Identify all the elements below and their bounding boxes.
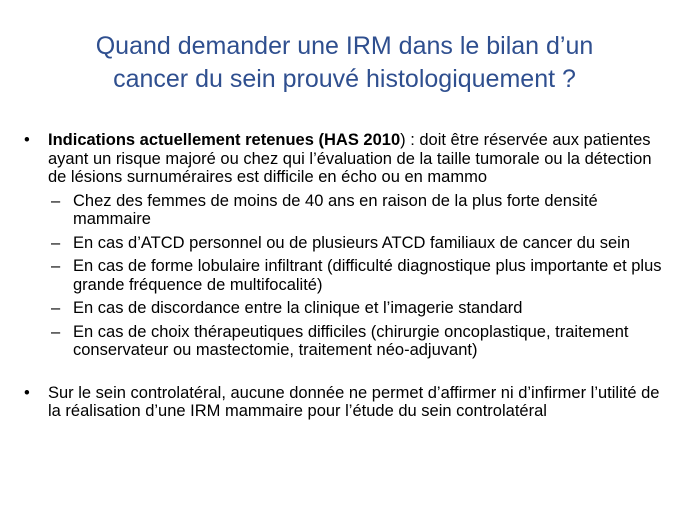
spacer <box>24 360 669 384</box>
bullet-text: Sur le sein controlatéral, aucune donnée ne permet d’affirmer ni d’infirmer l’utilité de la réalisation d’une IRM mammaire pour l’étude du sein controlatéral <box>48 383 660 420</box>
subitem-text: Chez des femmes de moins de 40 ans en raison de la plus forte densité mammaire <box>73 191 598 228</box>
bullet-marker: • <box>24 131 30 149</box>
bullet-item-indications <box>24 131 669 187</box>
slide-body <box>24 131 669 421</box>
bullet-text: ) : doit être réservée aux patientes ayant un risque majoré ou chez qui l’évaluation de la taille tumorale ou la détection de lésions surnuméraires est difficile en écho ou en mammo <box>48 131 652 186</box>
subitem-discordance <box>24 299 669 318</box>
dash-marker: – <box>51 191 61 210</box>
dash-marker: – <box>51 257 61 275</box>
slide-title <box>30 30 659 96</box>
slide-title-line-2: cancer du sein prouvé histologiquement ? <box>113 65 576 93</box>
dash-marker: – <box>51 299 61 317</box>
slide-title-line-1: Quand demander une IRM dans le bilan d’un <box>95 32 594 60</box>
dash-marker: – <box>51 322 61 341</box>
subitem-choix <box>24 323 669 360</box>
subitem-atcd <box>24 234 669 253</box>
bullet-marker: • <box>24 383 30 402</box>
bullet-item-controlateral <box>24 384 669 421</box>
subitem-text: En cas de forme lobulaire infiltrant (difficulté diagnostique plus importante et plus grande fréquence de multifocalité) <box>73 257 662 294</box>
subitem-text: En cas de discordance entre la clinique et l’imagerie standard <box>73 299 523 317</box>
subitem-text: En cas de choix thérapeutiques difficiles (chirurgie oncoplastique, traitement conservateur ou mastectomie, traitement néo-adjuvant) <box>73 322 629 359</box>
subitem-lobulaire <box>24 257 669 294</box>
subitem-text: En cas d’ATCD personnel ou de plusieurs ATCD familiaux de cancer du sein <box>73 233 630 252</box>
dash-marker: – <box>51 233 61 252</box>
subitem-age <box>24 192 669 229</box>
bullet-bold-text: Indications actuellement retenues (HAS 2010 <box>48 131 401 149</box>
